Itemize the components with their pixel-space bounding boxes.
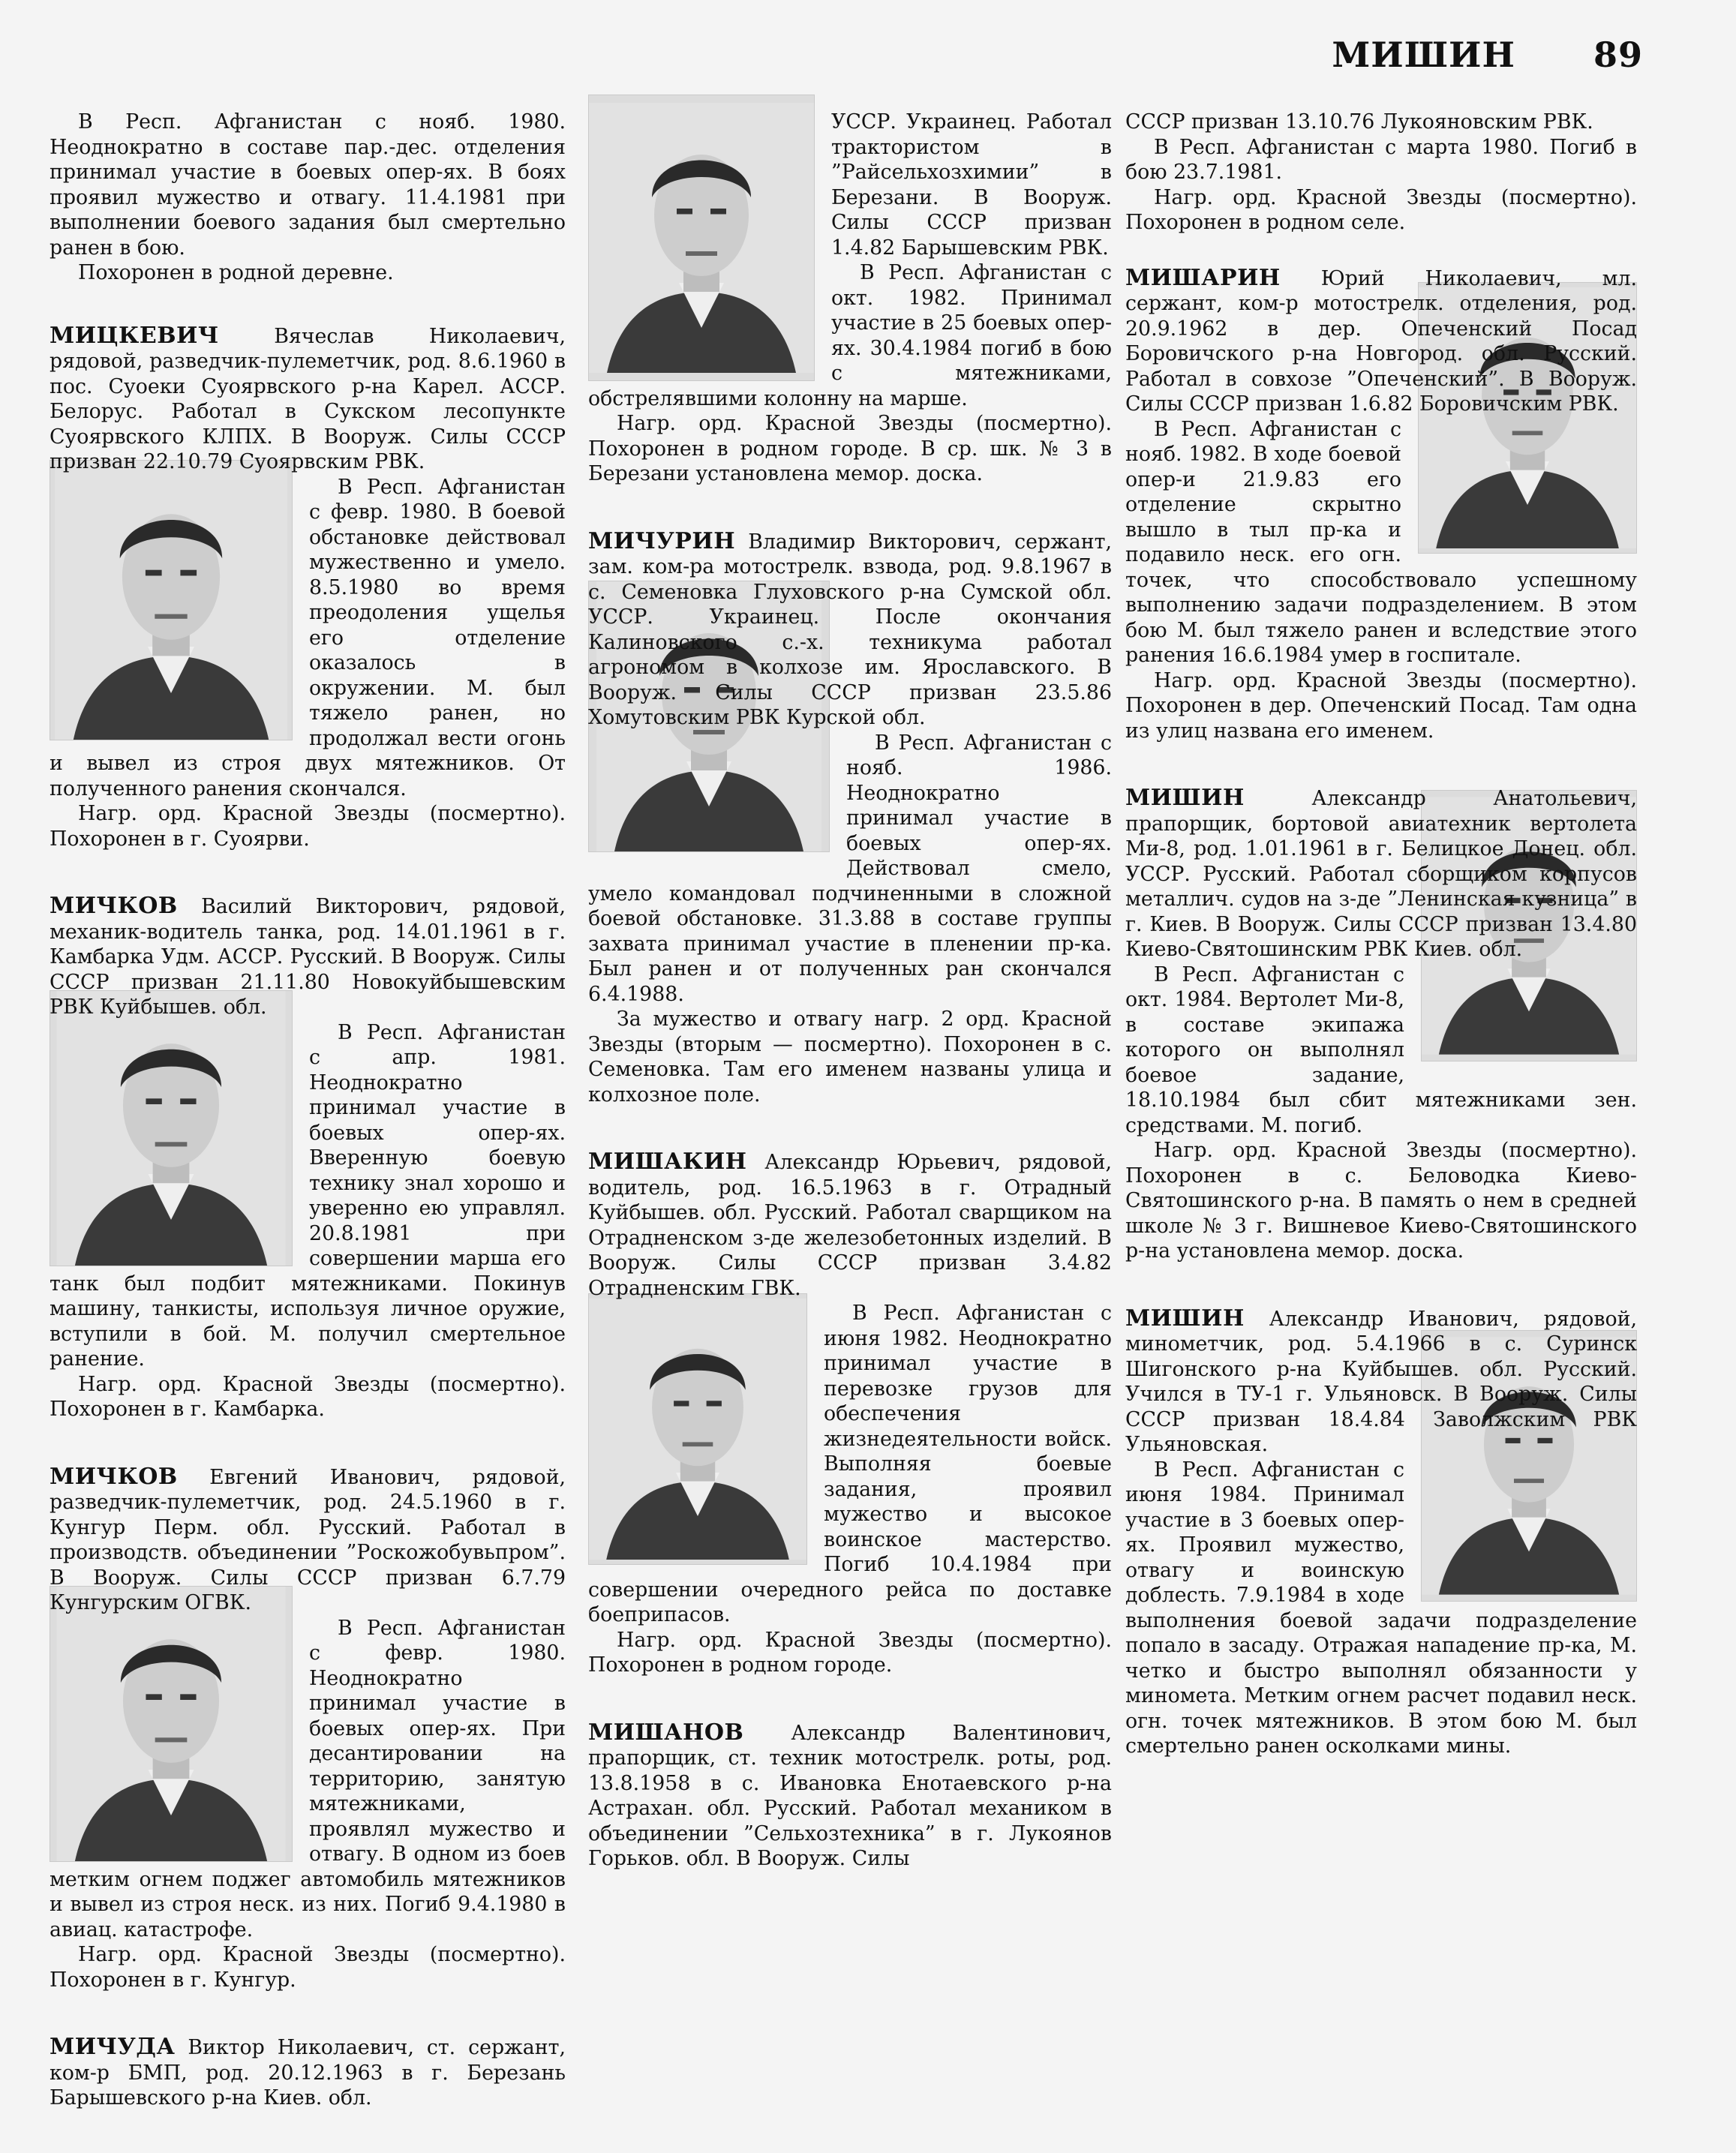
entry-name: МИШИН: [1125, 1305, 1245, 1332]
entry-intro: Евгений Иванович, рядовой, разведчик-пулеметчик, род. 24.5.1960 в г. Кунгур Перм. обл. Русский. Работал в производств. объединении ”Роскожобувьпром”. В Вооруж. Силы СССР призван 6.7.79 Кунгурским ОГВК.: [50, 1465, 566, 1614]
continued-entry: [50, 110, 566, 286]
running-header: [1332, 35, 1643, 75]
paragraph: В Респ. Афганистан с февр. 1980. Неоднократно принимал участие в боевых опер-ях. При десантировании на территорию, занятую мятежниками, проявлял мужество и отвагу. В одном из боев метким огнем поджег автомобиль мятежников и вывел из строя неск. из них. Погиб 9.4.1980 в авиац. катастрофе.: [50, 1616, 566, 1941]
continued-entry: [1125, 110, 1637, 236]
entry-michkov-vasily: [50, 893, 566, 1422]
entry-name: МИШАКИН: [588, 1149, 747, 1175]
paragraph: В Респ. Афганистан с окт. 1984. Вертолет Ми-8, в составе экипажа которого он выполнял боевое задание, 18.10.1984 был сбит мятежниками зен. средствами. М. погиб.: [1125, 962, 1637, 1137]
entry-michuda: [50, 2034, 566, 2111]
paragraph: Нагр. орд. Красной Звезды (посмертно). Похоронен в г. Камбарка.: [50, 1372, 566, 1421]
entry-intro: Василий Викторович, рядовой, механик-водитель танка, род. 14.01.1961 в г. Камбарка Удм. АССР. Русский. В Вооруж. Силы СССР призван 21.11.80 Новокуйбышевским РВК Куйбышев. обл.: [50, 895, 566, 1019]
entry-name: МИЧКОВ: [50, 893, 178, 919]
paragraph: СССР призван 13.10.76 Лукояновским РВК.: [1125, 110, 1593, 134]
paragraph: Нагр. орд. Красной Звезды (посмертно). Похоронен в г. Суоярви.: [50, 802, 566, 851]
entry-intro: Александр Юрьевич, рядовой, водитель, род. 16.5.1963 в г. Отрадный Куйбышев. обл. Русский. Работал сварщиком на Отрадненском з-де железобетонных изделий. В Вооруж. Силы СССР призван 3.4.82 Отрадненским ГВК.: [588, 1151, 1112, 1300]
portrait-photo: [588, 1293, 807, 1565]
page-number: 89: [1593, 35, 1643, 75]
entry-michurin: [588, 529, 1112, 1108]
paragraph: В Респ. Афганистан с нояб. 1982. В ходе боевой опер-и 21.9.83 его отделение скрытно вышло в тыл пр-ка и подавило неск. его огн. точек, что способствовало успешному выполнению задачи подразделением. В этом бою М. был тяжело ранен и вследствие этого ранения 16.6.1984 умер в госпитале.: [1125, 417, 1637, 667]
paragraph: УССР. Украинец. Работал трактористом в ”Райсельхозхимии” в Березани. В Вооруж. Силы СССР призван 1.4.82 Барышевским РВК.: [831, 110, 1112, 260]
paragraph: Нагр. орд. Красной Звезды (посмертно). Похоронен в с. Беловодка Киево-Святошинского р-на. В память о нем в средней школе № 3 г. Вишневое Киево-Святошинского р-на установлена мемор. доска.: [1125, 1139, 1637, 1263]
paragraph: В Респ. Афганистан с июня 1982. Неоднократно принимал участие в перевозке грузов для обеспечения жизнедеятельности войск. Выполняя боевые задания, проявил мужество и высокое воинское мастерство. Погиб 10.4.1984 при совершении очередного рейса по доставке боеприпасов.: [588, 1302, 1112, 1626]
paragraph: В Респ. Афганистан с нояб. 1980. Неоднократно в составе пар.-дес. отделения принимал участие в боевых опер-ях. В боях проявил мужество и отвагу. 11.4.1981 при выполнении боевого задания был смертельно ранен в бою.: [50, 110, 566, 260]
paragraph: Нагр. орд. Красной Звезды (посмертно). Похоронен в родном городе. В ср. шк. № 3 в Березани установлена мемор. доска.: [588, 412, 1112, 485]
continued-entry: [588, 110, 1112, 487]
entry-intro: Виктор Николаевич, ст. сержант, ком-р БМП, род. 20.12.1963 в г. Березань Барышевского р-на Киев. обл.: [50, 2036, 566, 2109]
paragraph: Нагр. орд. Красной Звезды (посмертно). Похоронен в родном селе.: [1125, 185, 1637, 234]
paragraph: В Респ. Афганистан с нояб. 1986. Неоднократно принимал участие в боевых опер-ях. Действовал смело, умело командовал подчиненными в сложной боевой обстановке. 31.3.88 в составе группы захвата принимал участие в пленении пр-ка. Был ранен и от полученных ран скончался 6.4.1988.: [588, 731, 1112, 1006]
entry-name: МИЧУРИН: [588, 527, 736, 554]
entry-name: МИЧУДА: [50, 2034, 176, 2060]
entry-name: МИШАНОВ: [588, 1719, 744, 1746]
entry-name: МИШИН: [1125, 785, 1245, 811]
entry-intro: Александр Валентинович, прапорщик, ст. техник мотострелк. роты, род. 13.8.1958 в с. Ивановка Енотаевского р-на Астрахан. обл. Русский. Работал механиком в объединении ”Сельхозтехника” в г. Лукоянов Горьков. обл. В Вооруж. Силы: [588, 1721, 1112, 1870]
column-3: [1125, 110, 1637, 1801]
entry-name: МИЧКОВ: [50, 1463, 178, 1490]
paragraph: Нагр. орд. Красной Звезды (посмертно). Похоронен в родном городе.: [588, 1628, 1112, 1677]
entry-intro: Владимир Викторович, сержант, зам. ком-ра мотострелк. взвода, род. 9.8.1967 в с. Семеновка Глуховского р-на Сумской обл. УССР. Украинец. После окончания Калиновского с.-х. техникума работал агрономом в колхозе им. Ярославского. В Вооруж. Силы СССР призван 23.5.86 Хомутовским РВК Курской обл.: [588, 530, 1112, 729]
header-surname: МИШИН: [1332, 35, 1515, 75]
paragraph: Нагр. орд. Красной Звезды (посмертно). Похоронен в г. Кунгур.: [50, 1943, 566, 1992]
entry-intro: Вячеслав Николаевич, рядовой, разведчик-пулеметчик, род. 8.6.1960 в пос. Суоеки Суоярвского р-на Карел. АССР. Белорус. Работал в Сукском лесопункте Суоярвского КЛПХ. В Вооруж. Силы СССР призван 22.10.79 Суоярвским РВК.: [50, 324, 566, 473]
paragraph: В Респ. Афганистан с апр. 1981. Неоднократно принимал участие в боевых опер-ях. Вверенную боевую технику знал хорошо и уверенно ею управлял. 20.8.1981 при совершении марша его танк был подбит мятежниками. Покинув машину, танкисты, используя личное оружие, вступили в бой. М. получил смертельное ранение.: [50, 1020, 566, 1371]
column-2: [588, 110, 1112, 1914]
portrait-photo: [588, 95, 815, 381]
portrait-photo: [50, 990, 293, 1266]
paragraph: В Респ. Афганистан с окт. 1982. Принимал участие в 25 боевых опер-ях. 30.4.1984 погиб в бою с мятежниками, обстрелявшими колонну на марше.: [588, 261, 1112, 410]
paragraph: Похоронен в родной деревне.: [78, 261, 394, 284]
portrait-photo: [50, 460, 293, 740]
paragraph: В Респ. Афганистан с марта 1980. Погиб в бою 23.7.1981.: [1125, 135, 1637, 184]
entry-intro: Александр Анатольевич, прапорщик, бортовой авиатехник вертолета Ми-8, род. 1.01.1961 в г. Белицкое Донец. обл. УССР. Русский. Работал сборщиком корпусов металлич. судов на з-де ”Ленинская кузница” в г. Киев. В Вооруж. Силы СССР призван 13.4.80 Киево-Святошинским РВК Киев. обл.: [1125, 787, 1637, 961]
entry-misharin: [1125, 266, 1637, 744]
portrait-photo: [50, 1586, 293, 1862]
column-1: [50, 110, 566, 2153]
entry-mishakin: [588, 1149, 1112, 1678]
entry-name: МИШАРИН: [1125, 264, 1281, 291]
entry-intro: Юрий Николаевич, мл. сержант, ком-р мотострелк. отделения, род. 20.9.1962 в дер. Опеченский Посад Боровичского р-на Новгород. обл. Русский. Работал в совхозе ”Опеченский”. В Вооруж. Силы СССР призван 1.6.82 Боровичским РВК.: [1125, 266, 1637, 416]
entry-mishanov: [588, 1720, 1112, 1872]
entry-michkov-evgeny: [50, 1464, 566, 1993]
entry-mitskevich: [50, 323, 566, 852]
paragraph: В Респ. Афганистан с июня 1984. Принимал участие в 3 боевых опер-ях. Проявил мужество, отвагу и воинскую доблесть. 7.9.1984 в ходе выполнения боевой задачи подразделение попало в засаду. Отражая нападение пр-ка, М. четко и быстро выполнял обязанности у миномета. Метким огнем расчет подавил неск. огн. точек мятежников. В этом бою М. был смертельно ранен осколками мины.: [1125, 1458, 1637, 1758]
entry-mishin-ivanovich: [1125, 1306, 1637, 1759]
entry-name: МИЦКЕВИЧ: [50, 322, 219, 349]
paragraph: В Респ. Афганистан с февр. 1980. В боевой обстановке действовал мужественно и умело. 8.5.1980 во время преодоления ущелья его отделение оказалось в окружении. М. был тяжело ранен, но продолжал вести огонь и вывел из строя двух мятежников. От полученного ранения скончался.: [50, 475, 566, 800]
paragraph: Нагр. орд. Красной Звезды (посмертно). Похоронен в дер. Опеченский Посад. Там одна из улиц названа его именем.: [1125, 668, 1637, 743]
paragraph: За мужество и отвагу нагр. 2 орд. Красной Звезды (вторым — посмертно). Похоронен в с. Семеновка. Там его именем названы улица и колхозное поле.: [588, 1007, 1112, 1107]
entry-mishin-anatolievich: [1125, 785, 1637, 1264]
entry-intro: Александр Иванович, рядовой, минометчик, род. 5.4.1966 в с. Суринск Шигонского р-на Куйбышев. обл. Русский. Учился в ТУ-1 г. Ульяновск. В Вооруж. Силы СССР призван 18.4.84 Заволжским РВК Ульяновская.: [1125, 1307, 1637, 1456]
